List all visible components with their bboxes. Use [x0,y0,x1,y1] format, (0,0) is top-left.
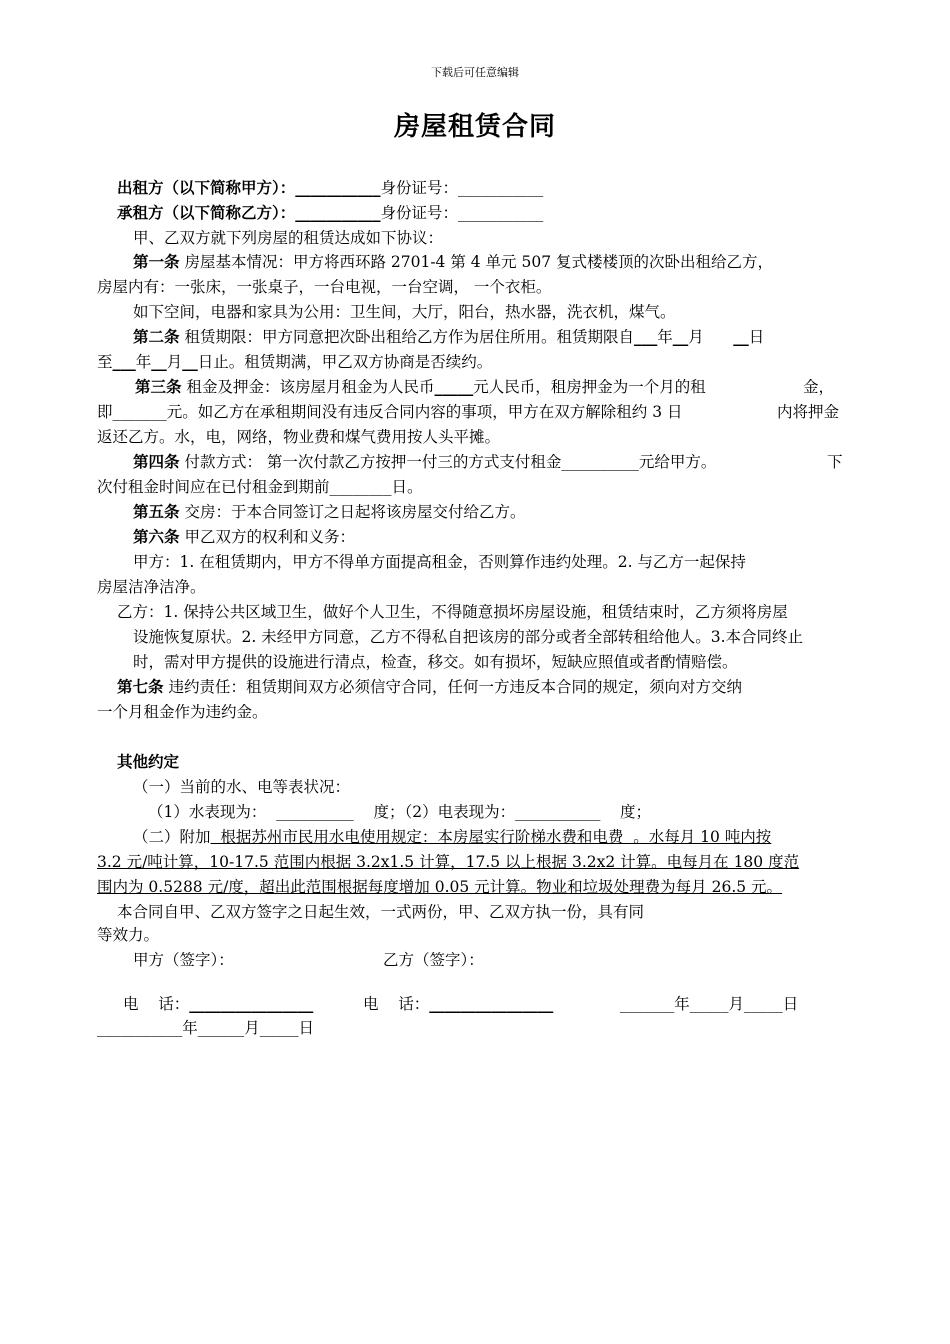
article-3-line-3: 返还乙方。水，电，网络，物业费和煤气费用按人头平摊。 [97,428,501,446]
lease-end-year-blank: ___ [112,352,136,371]
article-4-text-2: 次付租金时间应在已付租金到期前 [97,478,330,496]
article-2-heading: 第二条 [133,327,180,346]
phone-1-blank: ________________ [189,994,314,1013]
article-3-line-2-end: 内将押金 [777,403,840,421]
water-meter-label: （1）水表现为： [148,803,267,821]
party-b-name-blank: ___________ [295,203,381,222]
date-1-month-blank: _____ [689,995,729,1013]
monthly-rent-blank: _____ [434,377,474,396]
first-payment-blank: __________ [561,453,639,471]
article-3-text-2: 元。如乙方在承租期间没有违反合同内容的事项，甲方在双方解除租约 3 日 [166,403,683,421]
day-label: 日 [298,1019,315,1037]
article-4-line-2 [97,477,423,497]
month-label: 月 [688,328,704,346]
days-label: 日。 [391,478,423,496]
article-5-heading: 第五条 [133,502,180,521]
article-7-line-1 [117,677,742,697]
electric-meter-blank: ___________ [515,803,601,821]
article-5-line [133,502,525,522]
party-b-label: 承租方（以下简称乙方）： [117,203,296,222]
phone-1-line [123,994,313,1014]
document-title: 房屋租赁合同 [393,112,556,142]
article-5-text: 交房：于本合同签订之日起将该房屋交付给乙方。 [179,503,526,521]
article-4-text-1: 付款方式： 第一次付款乙方按押一付三的方式支付租金 [179,453,562,471]
article-3-line-2 [97,402,682,422]
lease-start-day-blank: __ [733,327,749,346]
article-2-line-2 [97,352,492,372]
month-label: 月 [244,1019,260,1037]
to-label: 至 [97,353,113,371]
day-label: 日 [748,328,765,346]
water-meter-blank: __________ [276,803,354,821]
addendum-line-2: 3.2 元/吨计算，10-17.5 范围内根据 3.2x1.5 计算，17.5 以上根据 3.2x2 计算。电每月在 180 度范 [97,853,800,871]
date-1-line [620,994,798,1014]
year-label: 年 [674,995,690,1013]
party-b-line [117,203,543,223]
addendum-label: （二）附加 [133,828,211,846]
date-2-line [97,1018,314,1038]
article-4-line-1 [133,452,716,472]
lease-start-year-blank: ___ [633,327,658,346]
party-b-duty-2: 设施恢复原状。2. 未经甲方同意，乙方不得私自把该房的部分或者全部转租给他人。3.本合同终止 [133,628,804,646]
date-1-year-blank: _______ [620,995,675,1013]
phone-2-blank: ________________ [429,994,554,1013]
lease-end-day-blank: __ [182,352,198,371]
party-b-duty-1: 乙方：1. 保持公共区域卫生，做好个人卫生，不得随意损坏房屋设施，租赁结束时，乙方须将房屋 [117,603,788,621]
article-1-text-1: 房屋基本情况：甲方将西环路 2701-4 第 4 单元 507 复式楼楼顶的次卧出租给乙方， [179,253,773,271]
article-3-heading: 第三条 [135,377,182,396]
party-a-duty-2: 房屋洁净洁净。 [97,578,206,596]
deposit-blank: _______ [112,403,167,421]
namely-label: 即 [97,403,113,421]
degree-label: 度； [620,803,652,821]
day-label: 日 [782,995,799,1013]
article-2-line-1 [133,327,764,347]
month-label: 月 [166,353,183,371]
party-a-label: 出租方（以下简称甲方）： [117,178,296,197]
article-1-line-1 [133,252,773,272]
meter-readings-line [148,802,651,822]
party-b-id-label: 身份证号： [380,204,459,222]
other-agreements-title: 其他约定 [117,752,180,771]
article-7-text-1: 违约责任：租赁期间双方必须信守合同，任何一方违反本合同的规定，须向对方交纳 [163,678,742,696]
article-1-line-2: 房屋内有：一张床，一张桌子，一台电视，一台空调， 一个衣柜。 [97,278,552,296]
addendum-line-3: 围内为 0.5288 元/度，超出此范围根据每度增加 0.05 元计算。物业和垃圾处理费为每月 26.5 元。 [97,878,783,896]
article-6-heading: 第六条 [133,527,180,546]
phone-1-label: 电 话： [123,995,190,1013]
date-2-month-blank: ______ [197,1019,245,1037]
article-2-text-1: 租赁期限：甲方同意把次卧出租给乙方作为居住所用。租赁期限自 [179,328,634,346]
article-1-heading: 第一条 [133,252,180,271]
closing-line-2: 等效力。 [97,926,160,944]
article-3-line-1 [135,377,706,397]
year-label: 年 [657,328,673,346]
closing-line-1: 本合同自甲、乙双方签字之日起生效，一式两份，甲、乙双方执一份，具有同 [117,903,645,921]
party-a-line [117,178,543,198]
electric-meter-label: 度；（2）电表现为： [373,803,516,821]
intro-line: 甲、乙双方就下列房屋的租赁达成如下协议： [133,229,444,247]
addendum-line-1 [133,827,771,847]
article-6-text: 甲乙双方的权利和义务： [179,528,355,546]
party-b-signature-label: 乙方（签字）： [383,951,484,969]
other-agreements-heading [117,752,179,772]
party-a-id-label: 身份证号： [380,179,459,197]
article-3-line-1-end: 金， [803,378,835,396]
date-2-day-blank: _____ [259,1019,299,1037]
next-payment-days-blank: ________ [329,478,392,496]
party-a-id-blank: ___________ [458,179,544,197]
article-4-heading: 第四条 [133,452,180,471]
year-label: 年 [135,353,152,371]
article-7-line-2: 一个月租金作为违约金。 [97,703,268,721]
year-label: 年 [182,1019,198,1037]
article-1-line-3: 如下空间，电器和家具为公用：卫生间，大厅，阳台，热水器，洗衣机，煤气。 [133,303,676,321]
phone-2-line [363,994,553,1014]
party-a-name-blank: ___________ [295,178,381,197]
party-b-id-blank: ___________ [458,204,544,222]
meter-status-line: （一）当前的水、电等表状况： [133,778,351,796]
article-6-line [133,527,355,547]
article-2-text-2: 日止。租赁期满，甲乙双方协商是否续约。 [197,353,493,371]
party-b-duty-3: 时，需对甲方提供的设施进行清点，检查，移交。如有损坏，短缺应照值或者酌情赔偿。 [133,653,738,671]
article-3-text-1b: 元人民币，租房押金为一个月的租 [473,378,706,396]
lease-end-month-blank: __ [151,352,167,371]
date-2-year-blank: ___________ [97,1019,183,1037]
phone-2-label: 电 话： [363,995,430,1013]
month-label: 月 [728,995,745,1013]
article-4-line-1-end: 下 [827,453,843,471]
party-a-duty-1: 甲方：1. 在租赁期内，甲方不得单方面提高租金，否则算作违约处理。2. 与乙方一起保持 [133,553,746,571]
party-a-signature-label: 甲方（签字）： [133,951,234,969]
date-1-day-blank: _____ [744,995,783,1013]
lease-start-month-blank: __ [672,327,689,346]
article-4-text-1b: 元给甲方。 [638,453,717,471]
article-3-text-1: 租金及押金：该房屋月租金为人民币 [181,378,435,396]
article-7-heading: 第七条 [117,677,164,696]
page-header: 下载后可任意编辑 [431,66,519,79]
addendum-text-1: 根据苏州市民用水电使用规定：本房屋实行阶梯水费和电费 。水每月 10 吨内按 [210,828,772,846]
